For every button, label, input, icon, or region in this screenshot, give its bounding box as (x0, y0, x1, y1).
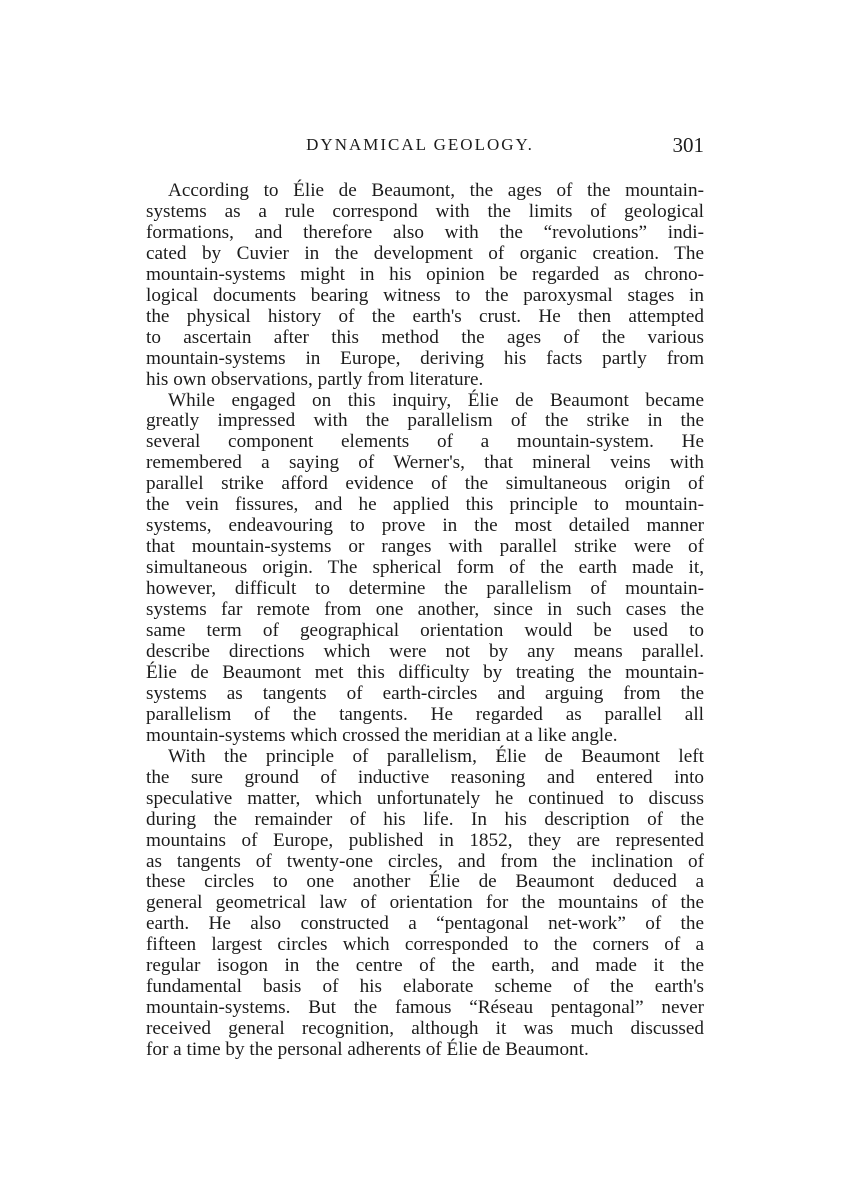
text-line: several component elements of a mountain-system. He (146, 431, 704, 453)
paragraph-1 (146, 181, 704, 391)
text-line: regular isogon in the centre of the earth, and made it the (146, 955, 704, 977)
text-line: formations, and therefore also with the “revolutions” indi- (146, 221, 704, 243)
text-line: during the remainder of his life. In his description of the (146, 808, 704, 830)
text-line: parallelism of the tangents. He regarded as parallel all (146, 703, 704, 725)
text-line: describe directions which were not by any means parallel. (146, 640, 704, 662)
text-line: While engaged on this inquiry, Élie de Beaumont became (168, 389, 704, 411)
text-line: Élie de Beaumont met this difficulty by treating the mountain- (146, 661, 704, 683)
text-line: speculative matter, which unfortunately he continued to discuss (146, 787, 704, 809)
text-line: however, difficult to determine the parallelism of mountain- (146, 578, 704, 600)
text-line: same term of geographical orientation would be used to (146, 620, 704, 642)
page-number: 301 (672, 133, 704, 157)
text-line: mountain-systems might in his opinion be regarded as chrono- (146, 263, 704, 285)
paragraph-2 (146, 391, 704, 747)
text-line: mountain-systems. But the famous “Réseau pentagonal” never (146, 997, 704, 1019)
text-line: these circles to one another Élie de Beaumont deduced a (146, 871, 704, 893)
text-line: parallel strike afford evidence of the simultaneous origin of (146, 473, 704, 495)
text-line: systems as a rule correspond with the limits of geological (146, 200, 704, 222)
text-line: mountain-systems which crossed the meridian at a like angle. (146, 724, 618, 746)
text-line: received general recognition, although it was much discussed (146, 1018, 704, 1040)
text-line: for a time by the personal adherents of Élie de Beaumont. (146, 1039, 589, 1061)
text-line: With the principle of parallelism, Élie de Beaumont left (168, 745, 704, 767)
text-line: his own observations, partly from literature. (146, 368, 484, 390)
text-line: the vein fissures, and he applied this principle to mountain- (146, 494, 704, 516)
text-line: earth. He also constructed a “pentagonal net-work” of the (146, 913, 704, 935)
text-line: the sure ground of inductive reasoning and entered into (146, 766, 704, 788)
text-line: that mountain-systems or ranges with parallel strike were of (146, 536, 704, 558)
text-line: mountain-systems in Europe, deriving his facts partly from (146, 347, 704, 369)
text-line: fifteen largest circles which corresponded to the corners of a (146, 934, 704, 956)
text-line: systems, endeavouring to prove in the most detailed manner (146, 515, 704, 537)
text-line: mountains of Europe, published in 1852, they are represented (146, 829, 704, 851)
book-page (146, 135, 704, 1061)
text-line: systems as tangents of earth-circles and arguing from the (146, 682, 704, 704)
body-text (146, 181, 704, 1061)
text-line: the physical history of the earth's crust. He then attempted (146, 305, 704, 327)
text-line: remembered a saying of Werner's, that mineral veins with (146, 452, 704, 474)
text-line: logical documents bearing witness to the paroxysmal stages in (146, 284, 704, 306)
text-line: greatly impressed with the parallelism of the strike in the (146, 410, 704, 432)
running-head (146, 135, 704, 165)
text-line: fundamental basis of his elaborate scheme of the earth's (146, 976, 704, 998)
running-title: DYNAMICAL GEOLOGY. (306, 135, 534, 154)
text-line: general geometrical law of orientation for the mountains of the (146, 892, 704, 914)
text-line: to ascertain after this method the ages of the various (146, 326, 704, 348)
text-line: systems far remote from one another, since in such cases the (146, 599, 704, 621)
text-line: cated by Cuvier in the development of organic creation. The (146, 242, 704, 264)
text-line: simultaneous origin. The spherical form of the earth made it, (146, 557, 704, 579)
text-line: According to Élie de Beaumont, the ages of the mountain- (168, 180, 704, 201)
text-line: as tangents of twenty-one circles, and from the inclination of (146, 850, 704, 872)
paragraph-3 (146, 747, 704, 1061)
